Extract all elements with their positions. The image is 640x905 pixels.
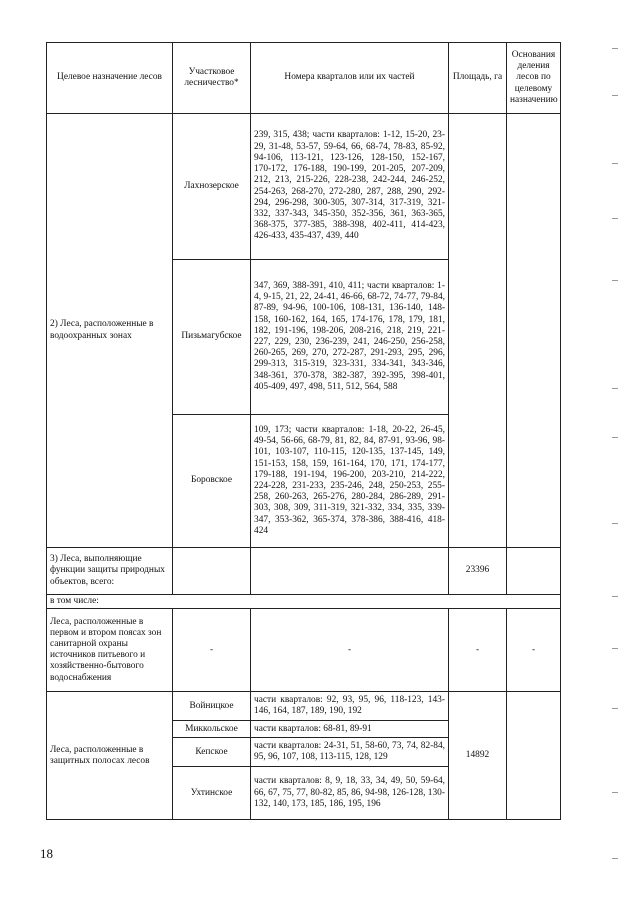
header-row	[47, 43, 561, 114]
quarters-cell: части кварталов: 24-31, 51, 58-60, 73, 74, 82-84, 95, 96, 107, 108, 113-115, 128, 129	[251, 738, 449, 767]
quarters-cell: 347, 369, 388-391, 410, 411; части кварталов: 1-4, 9-15, 21, 22, 24-41, 46-66, 68-72, 74-77, 79-84, 87-89, 94-96, 100-106, 108-131, 136-140, 148-158, 160-162, 164, 165, 174-176, 178, 179, 181, 182, 191-196, 198-206, 208-216, 218, 219, 221-227, 229, 230, 236-239, 241, 246-250, 256-258, 260-265, 269, 270, 272-287, 291-293, 295, 296, 299-313, 315-319, 323-331, 334-341, 343-346, 348-361, 370-378, 382-387, 392-395, 398-401, 405-409, 497, 498, 511, 512, 564, 588	[251, 260, 449, 415]
basis-cell	[507, 692, 561, 820]
forestry-cell: Боровское	[173, 415, 251, 548]
table-row	[47, 548, 561, 595]
page-number: 18	[40, 846, 53, 861]
margin-mark	[612, 163, 618, 164]
area-cell	[449, 114, 507, 548]
protective-area: 14892	[449, 692, 507, 820]
forestry-cell: Кепское	[173, 738, 251, 767]
sanitary-forestry: -	[173, 609, 251, 692]
forest-purpose-table	[46, 42, 561, 820]
margin-mark	[612, 792, 618, 793]
forestry-cell: Пизьмагубское	[173, 260, 251, 415]
margin-mark	[612, 596, 618, 597]
section3-area: 23396	[449, 548, 507, 595]
margin-mark	[612, 708, 618, 709]
sanitary-area: -	[449, 609, 507, 692]
margin-mark	[612, 218, 618, 219]
quarters-cell: части кварталов: 68-81, 89-91	[251, 721, 449, 738]
margin-mark	[612, 523, 618, 524]
section2-purpose: 2) Леса, расположенные в водоохранных зонах	[47, 114, 173, 548]
margin-mark	[612, 648, 618, 649]
forestry-cell: Ухтинское	[173, 767, 251, 820]
header-basis: Основания деления лесов по целевому назначению	[507, 43, 561, 114]
margin-mark	[612, 48, 618, 49]
forestry-cell: Лахнозерское	[173, 114, 251, 260]
empty-cell	[173, 548, 251, 595]
including-label: в том числе:	[47, 595, 561, 609]
margin-mark	[612, 388, 618, 389]
forestry-cell: Миккольское	[173, 721, 251, 738]
margin-mark	[612, 437, 618, 438]
forestry-cell: Войницкое	[173, 692, 251, 721]
section3-purpose: 3) Леса, выполняющие функции защиты природных объектов, всего:	[47, 548, 173, 595]
quarters-cell: 109, 173; части кварталов: 1-18, 20-22, 26-45, 49-54, 56-66, 68-79, 81, 82, 84, 87-91, 93-96, 98-101, 103-107, 110-115, 120-135, 137-145, 149, 151-153, 158, 159, 161-164, 170, 171, 174-177, 179-188, 191-194, 196-200, 203-210, 214-222, 224-228, 231-233, 235-246, 248, 250-253, 255-258, 260-263, 265-276, 280-284, 286-289, 291-303, 308, 309, 311-319, 321-332, 334, 335, 339-347, 353-362, 365-374, 378-386, 388-416, 418-424	[251, 415, 449, 548]
header-forestry: Участковое лесничество*	[173, 43, 251, 114]
empty-cell	[251, 548, 449, 595]
sanitary-basis: -	[507, 609, 561, 692]
quarters-cell: 239, 315, 438; части кварталов: 1-12, 15-20, 23-29, 31-48, 53-57, 59-64, 66, 68-74, 78-83, 85-92, 94-106, 113-121, 123-126, 128-150, 152-167, 170-172, 176-188, 190-199, 201-205, 207-209, 212, 213, 215-226, 228-238, 242-244, 246-252, 254-263, 268-270, 272-280, 287, 288, 290, 292-294, 296-298, 300-305, 307-314, 317-319, 321-332, 337-343, 345-350, 352-356, 361, 363-365, 368-375, 377-385, 388-398, 402-411, 414-423, 426-433, 435-437, 439, 440	[251, 114, 449, 260]
quarters-cell: части кварталов: 92, 93, 95, 96, 118-123, 143-146, 164, 187, 189, 190, 192	[251, 692, 449, 721]
empty-cell	[507, 548, 561, 595]
header-area: Площадь, га	[449, 43, 507, 114]
table-row	[47, 595, 561, 609]
margin-mark	[612, 858, 618, 859]
sanitary-purpose: Леса, расположенные в первом и втором поясах зон санитарной охраны источников питьевого и хозяйственно-бытового водоснабжения	[47, 609, 173, 692]
sanitary-quarters: -	[251, 609, 449, 692]
table-row	[47, 692, 561, 721]
table-row	[47, 114, 561, 260]
table-row	[47, 609, 561, 692]
margin-mark	[612, 280, 618, 281]
margin-mark	[612, 95, 618, 96]
header-purpose: Целевое назначение лесов	[47, 43, 173, 114]
protective-purpose: Леса, расположенные в защитных полосах лесов	[47, 692, 173, 820]
header-quarters: Номера кварталов или их частей	[251, 43, 449, 114]
basis-cell	[507, 114, 561, 548]
quarters-cell: части кварталов: 8, 9, 18, 33, 34, 49, 50, 59-64, 66, 67, 75, 77, 80-82, 85, 86, 94-98, 126-128, 130-132, 140, 173, 185, 186, 195, 196	[251, 767, 449, 820]
